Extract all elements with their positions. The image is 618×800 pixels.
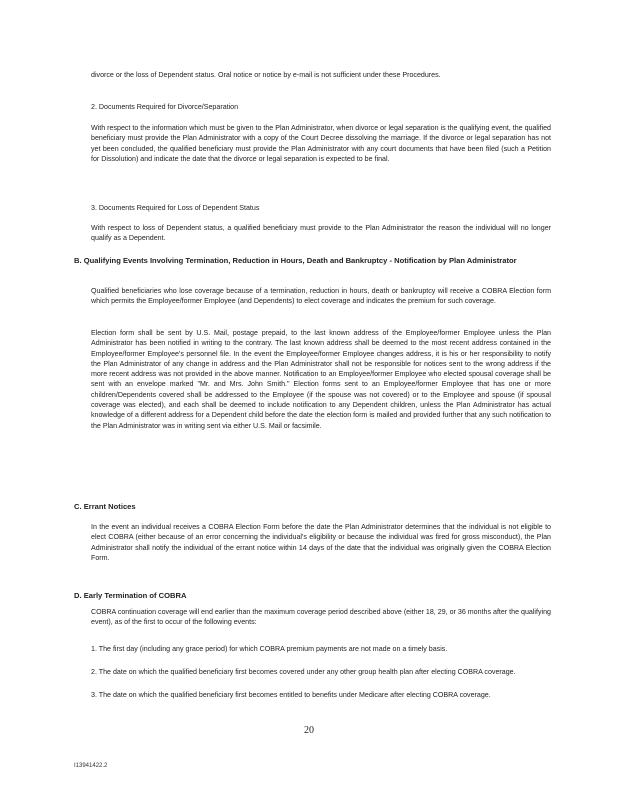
list-item xyxy=(91,667,551,677)
list-item-text: 3. xyxy=(91,691,97,699)
list-item-text: The date on which the qualified beneficiary first becomes entitled to benefits under Medicare after electing COBRA coverage. xyxy=(98,691,491,699)
list-item-text: The first day (including any grace period) for which COBRA premium payments are not made on a timely basis. xyxy=(98,645,448,653)
paragraph-qualifying-events: Qualified beneficiaries who lose coverage because of a termination, reduction in hours, death or bankruptcy will receive a COBRA Election form which permits the Employee/former Employee (and Dependents) to elect coverage and indicates the premium for such coverage. xyxy=(91,287,551,306)
paragraph-documents-divorce: With respect to the information which must be given to the Plan Administrator, when divorce or legal separation is the qualifying event, the qualified beneficiary must provide the Plan Administrator with a copy of the Court Decree dissolving the marriage. If the divorce or legal separation has not yet been concluded, the qualified beneficiary must provide the Plan Administrator with any court documents that have been filed (such a Petition for Dissolution) and indicate the date that the divorce or legal separation is expected to be final. xyxy=(91,124,551,163)
page-number: 20 xyxy=(304,725,314,736)
heading-documents-dependent: 3. Documents Required for Loss of Dependent Status xyxy=(91,204,260,212)
paragraph-errant-notices: In the event an individual receives a COBRA Election Form before the date the Plan Administrator determines that the individual is not eligible to elect COBRA (either because of an error concerning the individual's eligibility or because the individual was fired for gross misconduct), the Plan Administrator shall notify the individual of the errant notice within 14 days of the date that the individual was originally given the COBRA Election Form. xyxy=(91,523,551,562)
section-heading-d: D. Early Termination of COBRA xyxy=(74,591,187,600)
list-item xyxy=(91,644,551,654)
section-heading-c: C. Errant Notices xyxy=(74,502,136,511)
paragraph-election-form: Election form shall be sent by U.S. Mail, postage prepaid, to the last known address of the Employee/former Employee unless the Plan Administrator has been notified in writing to the contrary. The last known address shall be deemed to the most recent address contained in the Employee/former Employee's personnel file. In the event the Employee/former Employee changes address, it is his or her responsibility to notify the Plan Administrator of any change in address and the Plan Administrator shall not be responsible for notices sent to the wrong address if the more recent address was not provided in the above manner. Notification to an Employee/former Employee who elected spousal coverage shall be sent with an envelope marked "Mr. and Mrs. John Smith." Election forms sent to an Employee/former Employee that has one or more children/Dependents covered shall be addressed to the Employee (if the spouse was not covered) or to the Employee and spouse (if spousal coverage was elected), and each shall be deemed to include notification to any Dependent children, unless the Plan Administrator has actual knowledge of a different address for a Dependent child before the date the election form is mailed and provided further that any such notification to the Plan Administrator was in writing sent via either U.S. Mail or facsimile. xyxy=(91,329,551,430)
list-item-text: The date on which the qualified beneficiary first becomes covered under any other group health plan after electing COBRA coverage. xyxy=(98,668,516,676)
paragraph-divorce-notice: divorce or the loss of Dependent status. Oral notice or notice by e-mail is not sufficient under these Procedures. xyxy=(91,71,441,79)
list-item xyxy=(91,690,551,700)
paragraph-documents-dependent: With respect to loss of Dependent status, a qualified beneficiary must provide to the Plan Administrator the reason the individual will no longer qualify as a Dependent. xyxy=(91,224,551,243)
document-id: I13941422.2 xyxy=(74,763,108,769)
list-item-text: 2. xyxy=(91,668,97,676)
heading-documents-divorce: 2. Documents Required for Divorce/Separation xyxy=(91,103,239,111)
section-heading-b: B. Qualifying Events Involving Termination, Reduction in Hours, Death and Bankruptcy - Notification by Plan Administrator xyxy=(74,256,517,265)
paragraph-early-termination: COBRA continuation coverage will end earlier than the maximum coverage period described above (either 18, 29, or 36 months after the qualifying event), as of the first to occur of the following events: xyxy=(91,608,551,627)
list-item-text: 1. xyxy=(91,645,97,653)
